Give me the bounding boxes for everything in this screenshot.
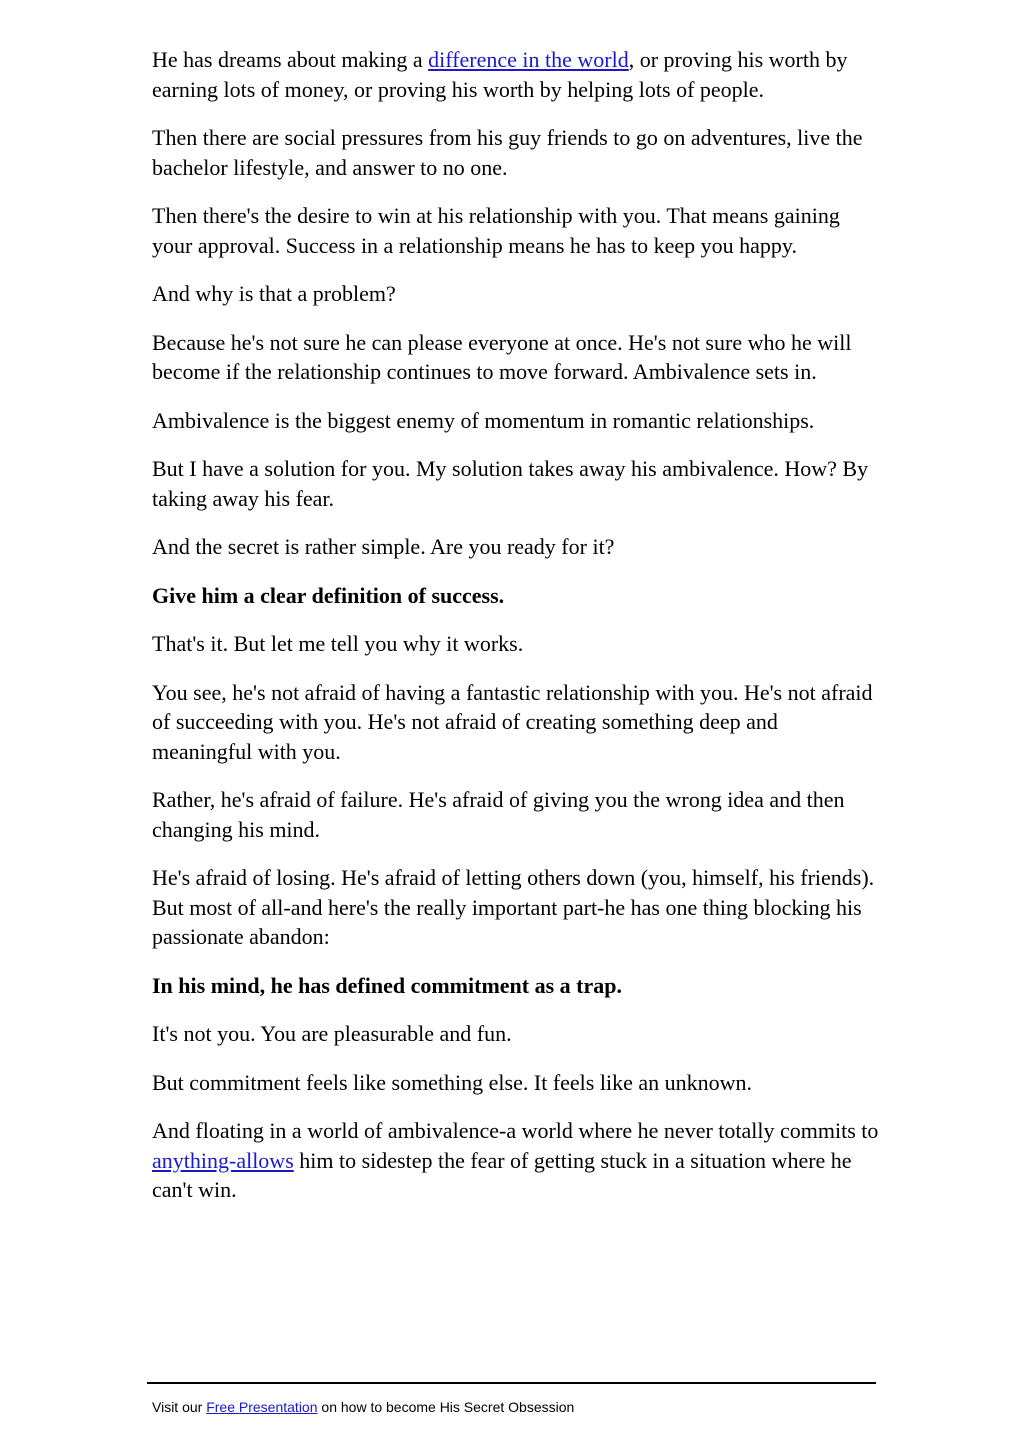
page-footer (152, 1398, 574, 1416)
paragraph-not-sure: Because he's not sure he can please everyone at once. He's not sure who he will become if the relationship continues to move forward. Ambivalence sets in. (152, 329, 852, 384)
anything-allows-link[interactable]: anything-allows (152, 1147, 294, 1173)
paragraph-afraid-losing: He's afraid of losing. He's afraid of letting others down (you, himself, his friends). But most of all-and here's the really important part-he has one thing blocking his passionate abandon: (152, 865, 875, 949)
paragraph-text: He has dreams about making a (152, 47, 429, 72)
heading-commitment-trap: In his mind, he has defined commitment as a trap. (152, 972, 622, 998)
free-presentation-link[interactable]: Free Presentation (206, 1399, 318, 1415)
paragraph-solution: But I have a solution for you. My solution takes away his ambivalence. How? By taking away his fear. (152, 456, 869, 511)
paragraph-text: , or proving his worth by earning lots of money, or proving his worth by helping lots of people. (152, 47, 848, 102)
paragraph-not-afraid: You see, he's not afraid of having a fantastic relationship with you. He's not afraid of succeeding with you. He's not afraid of creating something deep and meaningful with you. (152, 679, 873, 764)
paragraph-ambivalence-enemy: Ambivalence is the biggest enemy of momentum in romantic relationships. (152, 407, 815, 433)
heading-clear-definition: Give him a clear definition of success. (152, 582, 505, 608)
paragraph-dreams (152, 45, 882, 104)
paragraph-text: him to sidestep the fear of getting stuck in a situation where he can't win. (152, 1147, 852, 1202)
paragraph-text: And floating in a world of ambivalence-a world where he never totally commits to (152, 1118, 879, 1143)
footer-prefix: Visit our (152, 1399, 207, 1415)
paragraph-afraid-failure: Rather, he's afraid of failure. He's afraid of giving you the wrong idea and then changing his mind. (152, 787, 845, 842)
difference-in-the-world-link[interactable]: difference in the world (428, 47, 629, 72)
paragraph-floating (152, 1116, 882, 1205)
paragraph-thats-it: That's it. But let me tell you why it works. (152, 631, 524, 656)
footer-divider (147, 1382, 876, 1384)
document-body (152, 45, 882, 1224)
paragraph-commitment-feels: But commitment feels like something else. It feels like an unknown. (152, 1069, 752, 1095)
paragraph-social-pressures: Then there are social pressures from his guy friends to go on adventures, live the bachelor lifestyle, and answer to no one. (152, 125, 863, 180)
paragraph-not-you: It's not you. You are pleasurable and fun. (152, 1021, 512, 1046)
paragraph-why-problem: And why is that a problem? (152, 281, 396, 306)
footer-suffix: on how to become His Secret Obsession (317, 1399, 575, 1415)
paragraph-secret: And the secret is rather simple. Are you ready for it? (152, 534, 615, 559)
paragraph-desire-to-win: Then there's the desire to win at his relationship with you. That means gaining your approval. Success in a relationship means he has to keep you happy. (152, 203, 840, 258)
